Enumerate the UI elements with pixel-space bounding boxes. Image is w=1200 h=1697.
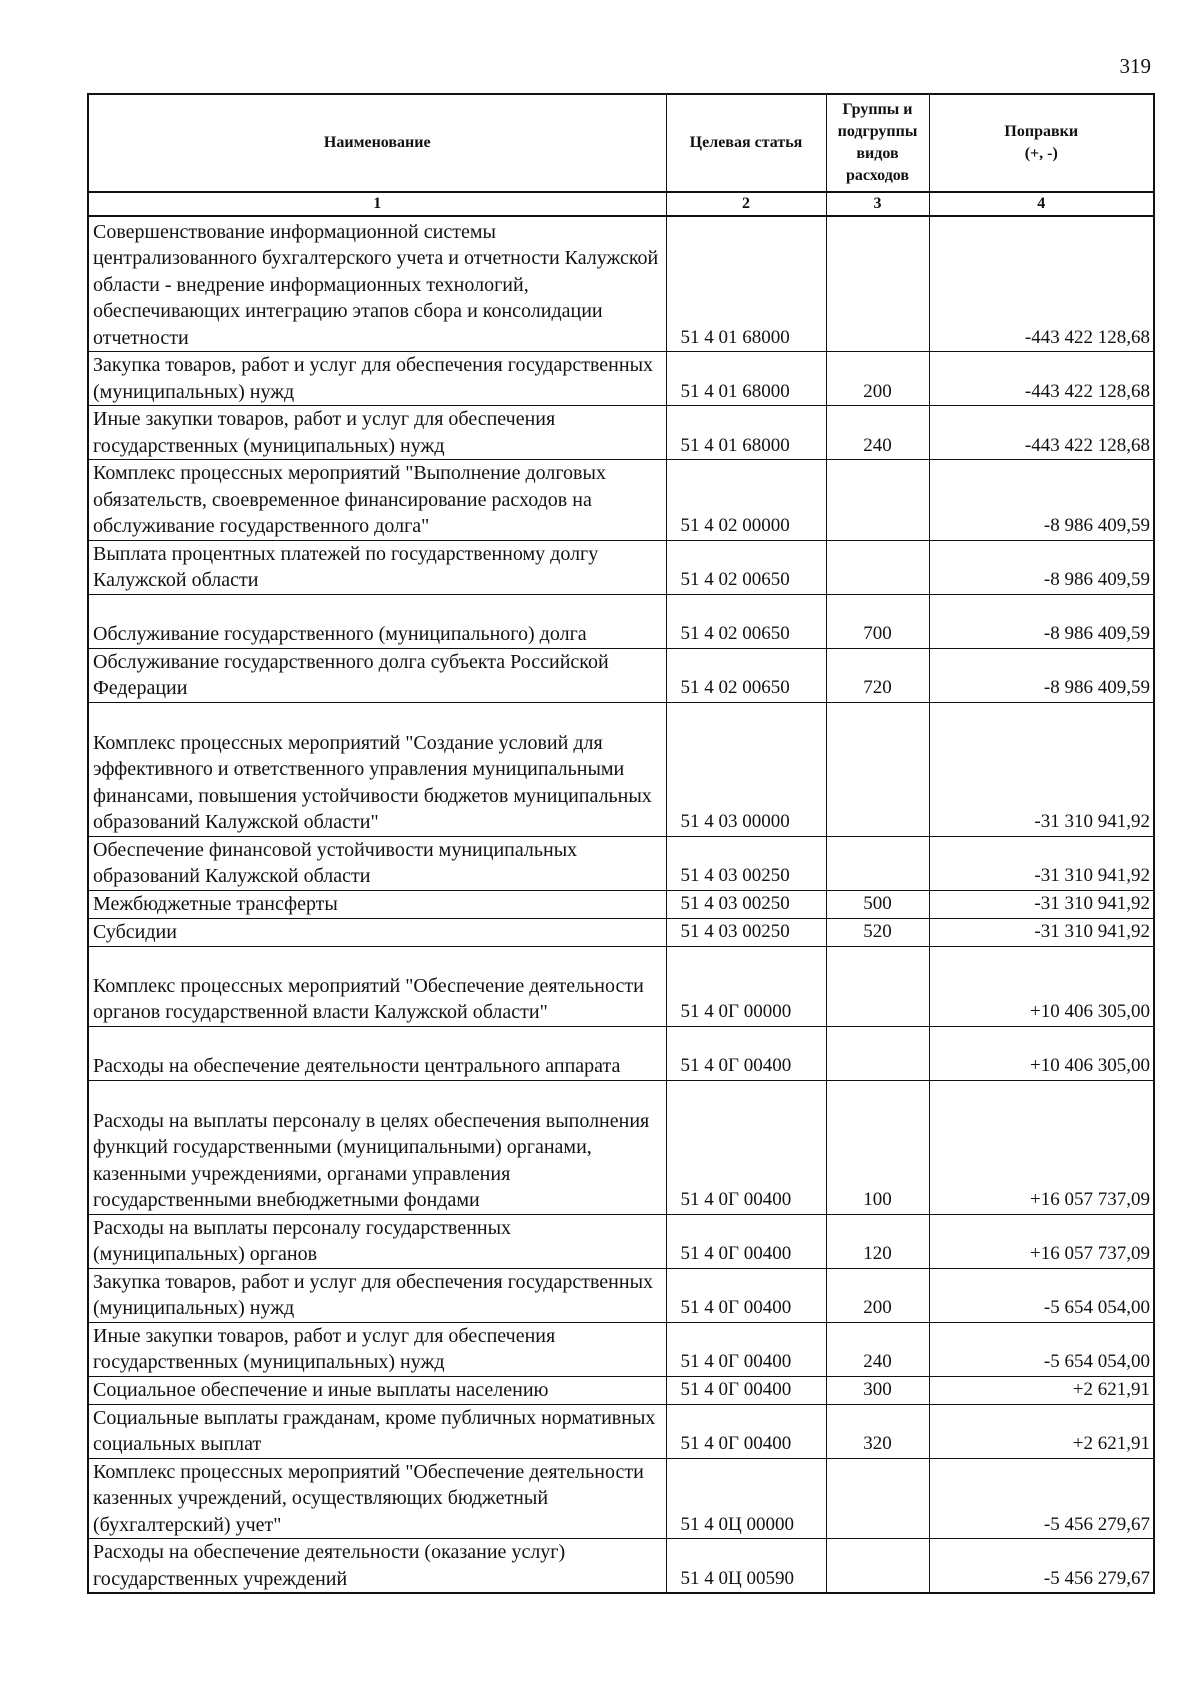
row-name: Закупка товаров, работ и услуг для обеспечения государственных (муниципальных) нужд [88, 352, 666, 406]
table-row [88, 460, 1154, 541]
row-name: Расходы на обеспечение деятельности (оказание услуг) государственных учреждений [88, 1539, 666, 1594]
row-name: Обслуживание государственного долга субъекта Российской Федерации [88, 648, 666, 702]
table-row [88, 1268, 1154, 1322]
table-row [88, 648, 1154, 702]
row-target-item: 51 4 01 68000 [666, 216, 826, 352]
column-number: 1 [88, 192, 666, 216]
row-target-item: 51 4 01 68000 [666, 406, 826, 460]
row-target-item: 51 4 0Г 00400 [666, 1080, 826, 1214]
table-row [88, 890, 1154, 918]
row-expense-group [826, 216, 929, 352]
header-amendments-sign: (+, -) [1024, 145, 1058, 162]
table-row [88, 540, 1154, 594]
table-row [88, 918, 1154, 946]
row-name: Комплекс процессных мероприятий "Выполнение долговых обязательств, своевременное финансирование расходов на обслуживание государственного долга" [88, 460, 666, 541]
row-expense-group [826, 702, 929, 836]
row-name: Комплекс процессных мероприятий "Создание условий для эффективного и ответственного управления муниципальными финансами, повышения устойчивости бюджетов муниципальных образований Калужской области" [88, 702, 666, 836]
row-expense-group: 700 [826, 594, 929, 648]
row-target-item: 51 4 03 00250 [666, 890, 826, 918]
row-name: Субсидии [88, 918, 666, 946]
table-row [88, 1080, 1154, 1214]
table-row [88, 594, 1154, 648]
table-row [88, 352, 1154, 406]
row-target-item: 51 4 03 00000 [666, 702, 826, 836]
row-amendment: -443 422 128,68 [929, 406, 1154, 460]
row-name: Расходы на выплаты персоналу государственных (муниципальных) органов [88, 1214, 666, 1268]
row-target-item: 51 4 0Г 00400 [666, 1026, 826, 1080]
row-expense-group [826, 460, 929, 541]
row-target-item: 51 4 0Г 00400 [666, 1322, 826, 1376]
column-number-row [88, 192, 1154, 216]
table-row [88, 836, 1154, 890]
table-row [88, 216, 1154, 352]
header-amendments [929, 94, 1154, 192]
amendments-table [87, 93, 1155, 1594]
row-amendment: +16 057 737,09 [929, 1214, 1154, 1268]
table-row [88, 1214, 1154, 1268]
row-target-item: 51 4 02 00650 [666, 540, 826, 594]
row-amendment: -8 986 409,59 [929, 594, 1154, 648]
row-amendment: -31 310 941,92 [929, 890, 1154, 918]
row-target-item: 51 4 02 00650 [666, 648, 826, 702]
row-name: Совершенствование информационной системы централизованного бухгалтерского учета и отчетности Калужской области - внедрение информационных технологий, обеспечивающих интеграцию этапов сбора и консолидации отчетности [88, 216, 666, 352]
row-target-item: 51 4 0Г 00000 [666, 946, 826, 1026]
row-target-item: 51 4 0Г 00400 [666, 1376, 826, 1404]
row-name: Социальные выплаты гражданам, кроме публичных нормативных социальных выплат [88, 1404, 666, 1458]
row-target-item: 51 4 02 00650 [666, 594, 826, 648]
row-amendment: +16 057 737,09 [929, 1080, 1154, 1214]
table-row [88, 406, 1154, 460]
row-amendment: -31 310 941,92 [929, 918, 1154, 946]
row-expense-group [826, 836, 929, 890]
row-amendment: -5 456 279,67 [929, 1539, 1154, 1594]
row-amendment: -443 422 128,68 [929, 216, 1154, 352]
row-expense-group: 320 [826, 1404, 929, 1458]
row-name: Межбюджетные трансферты [88, 890, 666, 918]
row-amendment: -443 422 128,68 [929, 352, 1154, 406]
header-amendments-label: Поправки [1004, 123, 1079, 140]
table-row [88, 1404, 1154, 1458]
row-target-item: 51 4 03 00250 [666, 836, 826, 890]
row-amendment: +10 406 305,00 [929, 946, 1154, 1026]
row-amendment: -5 654 054,00 [929, 1322, 1154, 1376]
row-expense-group: 120 [826, 1214, 929, 1268]
row-amendment: +2 621,91 [929, 1376, 1154, 1404]
table-row [88, 1458, 1154, 1539]
row-expense-group: 240 [826, 1322, 929, 1376]
row-amendment: -8 986 409,59 [929, 460, 1154, 541]
table-row [88, 1539, 1154, 1594]
table-row [88, 1376, 1154, 1404]
row-expense-group: 200 [826, 1268, 929, 1322]
row-amendment: +10 406 305,00 [929, 1026, 1154, 1080]
row-name: Комплекс процессных мероприятий "Обеспечение деятельности казенных учреждений, осуществляющих бюджетный (бухгалтерский) учет" [88, 1458, 666, 1539]
row-expense-group [826, 1026, 929, 1080]
row-amendment: -31 310 941,92 [929, 836, 1154, 890]
row-expense-group: 300 [826, 1376, 929, 1404]
row-expense-group [826, 540, 929, 594]
table-row [88, 1322, 1154, 1376]
row-target-item: 51 4 0Г 00400 [666, 1268, 826, 1322]
row-expense-group [826, 946, 929, 1026]
row-name: Расходы на обеспечение деятельности центрального аппарата [88, 1026, 666, 1080]
row-target-item: 51 4 0Г 00400 [666, 1214, 826, 1268]
row-target-item: 51 4 0Ц 00000 [666, 1458, 826, 1539]
row-target-item: 51 4 02 00000 [666, 460, 826, 541]
column-number: 3 [826, 192, 929, 216]
table-row [88, 946, 1154, 1026]
row-expense-group: 200 [826, 352, 929, 406]
column-number: 2 [666, 192, 826, 216]
row-amendment: -5 456 279,67 [929, 1458, 1154, 1539]
column-number: 4 [929, 192, 1154, 216]
header-expense-groups: Группы и подгруппы видов расходов [826, 94, 929, 192]
header-name: Наименование [88, 94, 666, 192]
row-name: Обслуживание государственного (муниципального) долга [88, 594, 666, 648]
table-body [88, 216, 1154, 1593]
row-amendment: +2 621,91 [929, 1404, 1154, 1458]
row-name: Обеспечение финансовой устойчивости муниципальных образований Калужской области [88, 836, 666, 890]
row-expense-group [826, 1539, 929, 1594]
page-number: 319 [1119, 54, 1151, 78]
row-amendment: -31 310 941,92 [929, 702, 1154, 836]
row-target-item: 51 4 03 00250 [666, 918, 826, 946]
row-expense-group [826, 1458, 929, 1539]
row-target-item: 51 4 01 68000 [666, 352, 826, 406]
row-amendment: -8 986 409,59 [929, 540, 1154, 594]
row-expense-group: 500 [826, 890, 929, 918]
row-name: Иные закупки товаров, работ и услуг для обеспечения государственных (муниципальных) нужд [88, 1322, 666, 1376]
row-expense-group: 720 [826, 648, 929, 702]
row-amendment: -8 986 409,59 [929, 648, 1154, 702]
row-name: Социальное обеспечение и иные выплаты населению [88, 1376, 666, 1404]
row-expense-group: 240 [826, 406, 929, 460]
row-name: Иные закупки товаров, работ и услуг для обеспечения государственных (муниципальных) нужд [88, 406, 666, 460]
table-row [88, 1026, 1154, 1080]
header-target-item: Целевая статья [666, 94, 826, 192]
row-name: Закупка товаров, работ и услуг для обеспечения государственных (муниципальных) нужд [88, 1268, 666, 1322]
row-target-item: 51 4 0Г 00400 [666, 1404, 826, 1458]
row-name: Выплата процентных платежей по государственному долгу Калужской области [88, 540, 666, 594]
row-expense-group: 100 [826, 1080, 929, 1214]
row-name: Расходы на выплаты персоналу в целях обеспечения выполнения функций государственными (муниципальными) органами, казенными учреждениями, органами управления государственными внебюджетными фондами [88, 1080, 666, 1214]
table-row [88, 702, 1154, 836]
row-target-item: 51 4 0Ц 00590 [666, 1539, 826, 1594]
table-header-row [88, 94, 1154, 192]
row-name: Комплекс процессных мероприятий "Обеспечение деятельности органов государственной власти Калужской области" [88, 946, 666, 1026]
row-expense-group: 520 [826, 918, 929, 946]
row-amendment: -5 654 054,00 [929, 1268, 1154, 1322]
